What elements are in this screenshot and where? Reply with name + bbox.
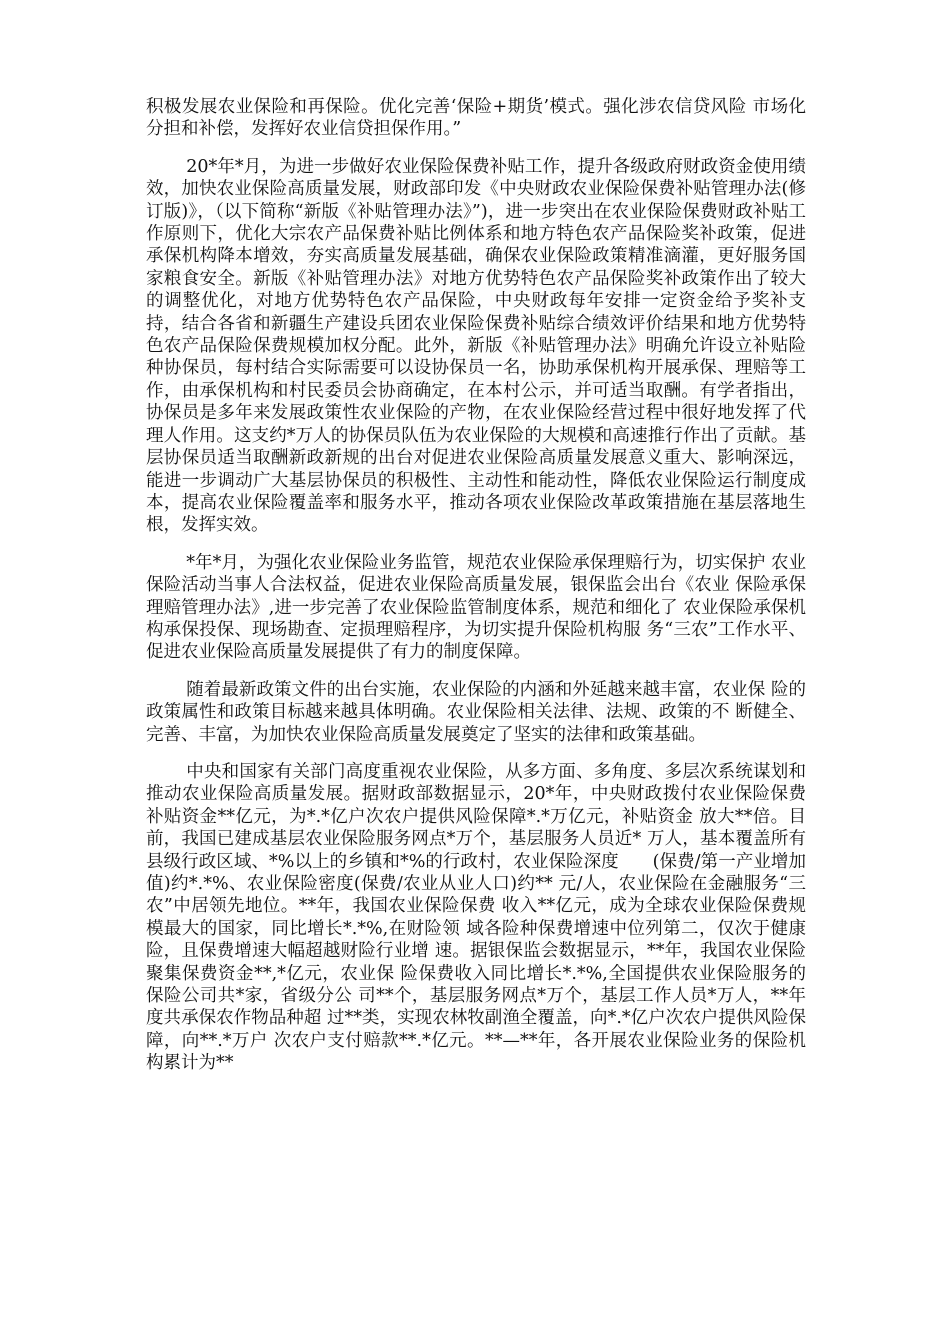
paragraph-subsidy-measures: 20*年*月，为进一步做好农业保险保费补贴工作，提升各级政府财政资金使用绩效，加快农业保险高质量发展，财政部印发《中央财政农业保险保费补贴管理办法(修订版)》，（以下简称“新版《补贴管理办法》”)，进一步突出在农业保险保费财政补贴工作原则下，优化大宗农产品保费补贴比例体系和地方特色农产品保险奖补政策，促进承保机构降本增效，夯实高质量发展基础，确保农业保险政策精准滴灌，更好服务国家粮食安全。新版《补贴管理办法》对地方优势特色农产品保险奖补政策作出了较大的调整优化，对地方优势特色农产品保险，中央财政每年安排一定资金给予奖补支持，结合各省和新疆生产建设兵团农业保险保费补贴综合绩效评价结果和地方优势特色农产品保险保费规模加权分配。此外，新版《补贴管理办法》明确允许设立补贴险种协保员，每村结合实际需要可以设协保员一名，协助承保机构开展承保、理赔等工作，由承保机构和村民委员会协商确定，在本村公示，并可适当取酬。有学者指出，协保员是多年来发展政策性农业保险的产物，在农业保险经营过程中很好地发挥了代理人作用。这支约*万人的协保员队伍为农业保险的大规模和高速推行作出了贡献。基层协保员适当取酬新政新规的出台对促进农业保险高质量发展意义重大、影响深远，能进一步调动广大基层协保员的积极性、主动性和能动性，降低农业保险运行制度成本，提高农业保险覆盖率和服务水平，推动各项农业保险改革政策措施在基层落地生根，发挥实效。 [146, 156, 806, 536]
paragraph-continuation: 积极发展农业保险和再保险。优化完善‘保险+期货’模式。强化涉农信贷风险 市场化分担和补偿，发挥好农业信贷担保作用。” [146, 97, 806, 140]
document-body [146, 96, 806, 1090]
paragraph-claims-regulation: *年*月，为强化农业保险业务监管，规范农业保险承保理赔行为，切实保护 农业保险活动当事人合法权益，促进农业保险高质量发展，银保监会出台《农业 保险承保理赔管理办法》,进一步完善了农业保险监管制度体系，规范和细化了 农业保险承保机构承保投保、现场勘查、定损理赔程序，为切实提升保险机构服 务“三农”工作水平、促进农业保险高质量发展提供了有力的制度保障。 [146, 552, 806, 663]
paragraph-policy-summary: 随着最新政策文件的出台实施，农业保险的内涵和外延越来越丰富，农业保 险的政策属性和政策目标越来越具体明确。农业保险相关法律、法规、政策的不 断健全、完善、丰富，为加快农业保险高质量发展奠定了坚实的法律和政策基础。 [146, 679, 806, 745]
paragraph-statistics: 中央和国家有关部门高度重视农业保险，从多方面、多角度、多层次系统谋划和推动农业保险高质量发展。据财政部数据显示，20*年，中央财政拨付农业保险保费补贴资金**亿元，为*.*亿户次农户提供风险保障*.*万亿元，补贴资金 放大**倍。目前，我国已建成基层农业保险服务网点*万个，基层服务人员近* 万人，基本覆盖所有县级行政区域、*%以上的乡镇和*%的行政村，农业保险深度 (保费/第一产业增加值)约*.*%、农业保险密度(保费/农业从业人口)约** 元/人，农业保险在金融服务“三农”中居领先地位。**年，我国农业保险保费 收入**亿元，成为全球农业保险保费规模最大的国家，同比增长*.*%,在财险领 域各险种保费增速中位列第二，仅次于健康险，且保费增速大幅超越财险行业增 速。据银保监会数据显示，**年，我国农业保险聚集保费资金**,*亿元，农业保 险保费收入同比增长*.*%,全国提供农业保险服务的保险公司共*家，省级分公 司**个，基层服务网点*万个，基层工作人员*万人，**年度共承保农作物品种超 过**类，实现农林牧副渔全覆盖，向*.*亿户次农户提供风险保障，向**.*万户 次农户支付赔款**.*亿元。**—**年，各开展农业保险业务的保险机构累计为** [146, 761, 806, 1074]
